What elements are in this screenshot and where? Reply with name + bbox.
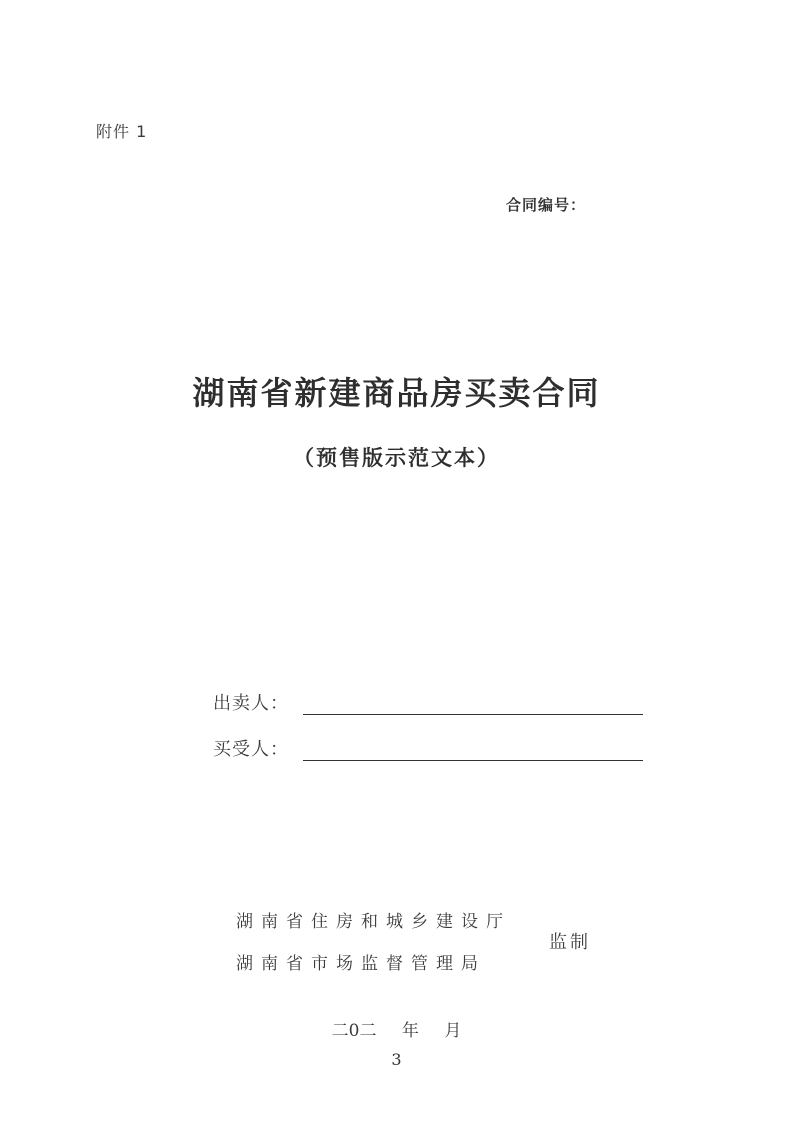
buyer-row xyxy=(213,735,643,761)
document-title: 湖南省新建商品房买卖合同 xyxy=(192,374,601,412)
issuer-housing-department: 湖南省住房和城乡建设厅 xyxy=(236,912,511,932)
page-number: 3 xyxy=(391,1050,402,1069)
issue-date xyxy=(0,1016,793,1041)
buyer-label: 买受人： xyxy=(213,739,289,760)
seller-blank-line xyxy=(303,692,643,715)
seller-row xyxy=(213,689,643,715)
date-month-unit: 月 xyxy=(444,1021,462,1041)
contract-number-label: 合同编号： xyxy=(506,196,587,214)
issuer-market-supervision: 湖南省市场监督管理局 xyxy=(236,954,486,974)
document-subtitle: （预售版示范文本） xyxy=(293,445,500,470)
supervise-label: 监制 xyxy=(549,932,591,953)
attachment-label: 附件 1 xyxy=(96,122,148,141)
date-year: 二0二 xyxy=(331,1021,377,1041)
buyer-blank-line xyxy=(303,738,643,761)
date-year-unit: 年 xyxy=(401,1021,419,1041)
seller-label: 出卖人： xyxy=(213,693,289,714)
